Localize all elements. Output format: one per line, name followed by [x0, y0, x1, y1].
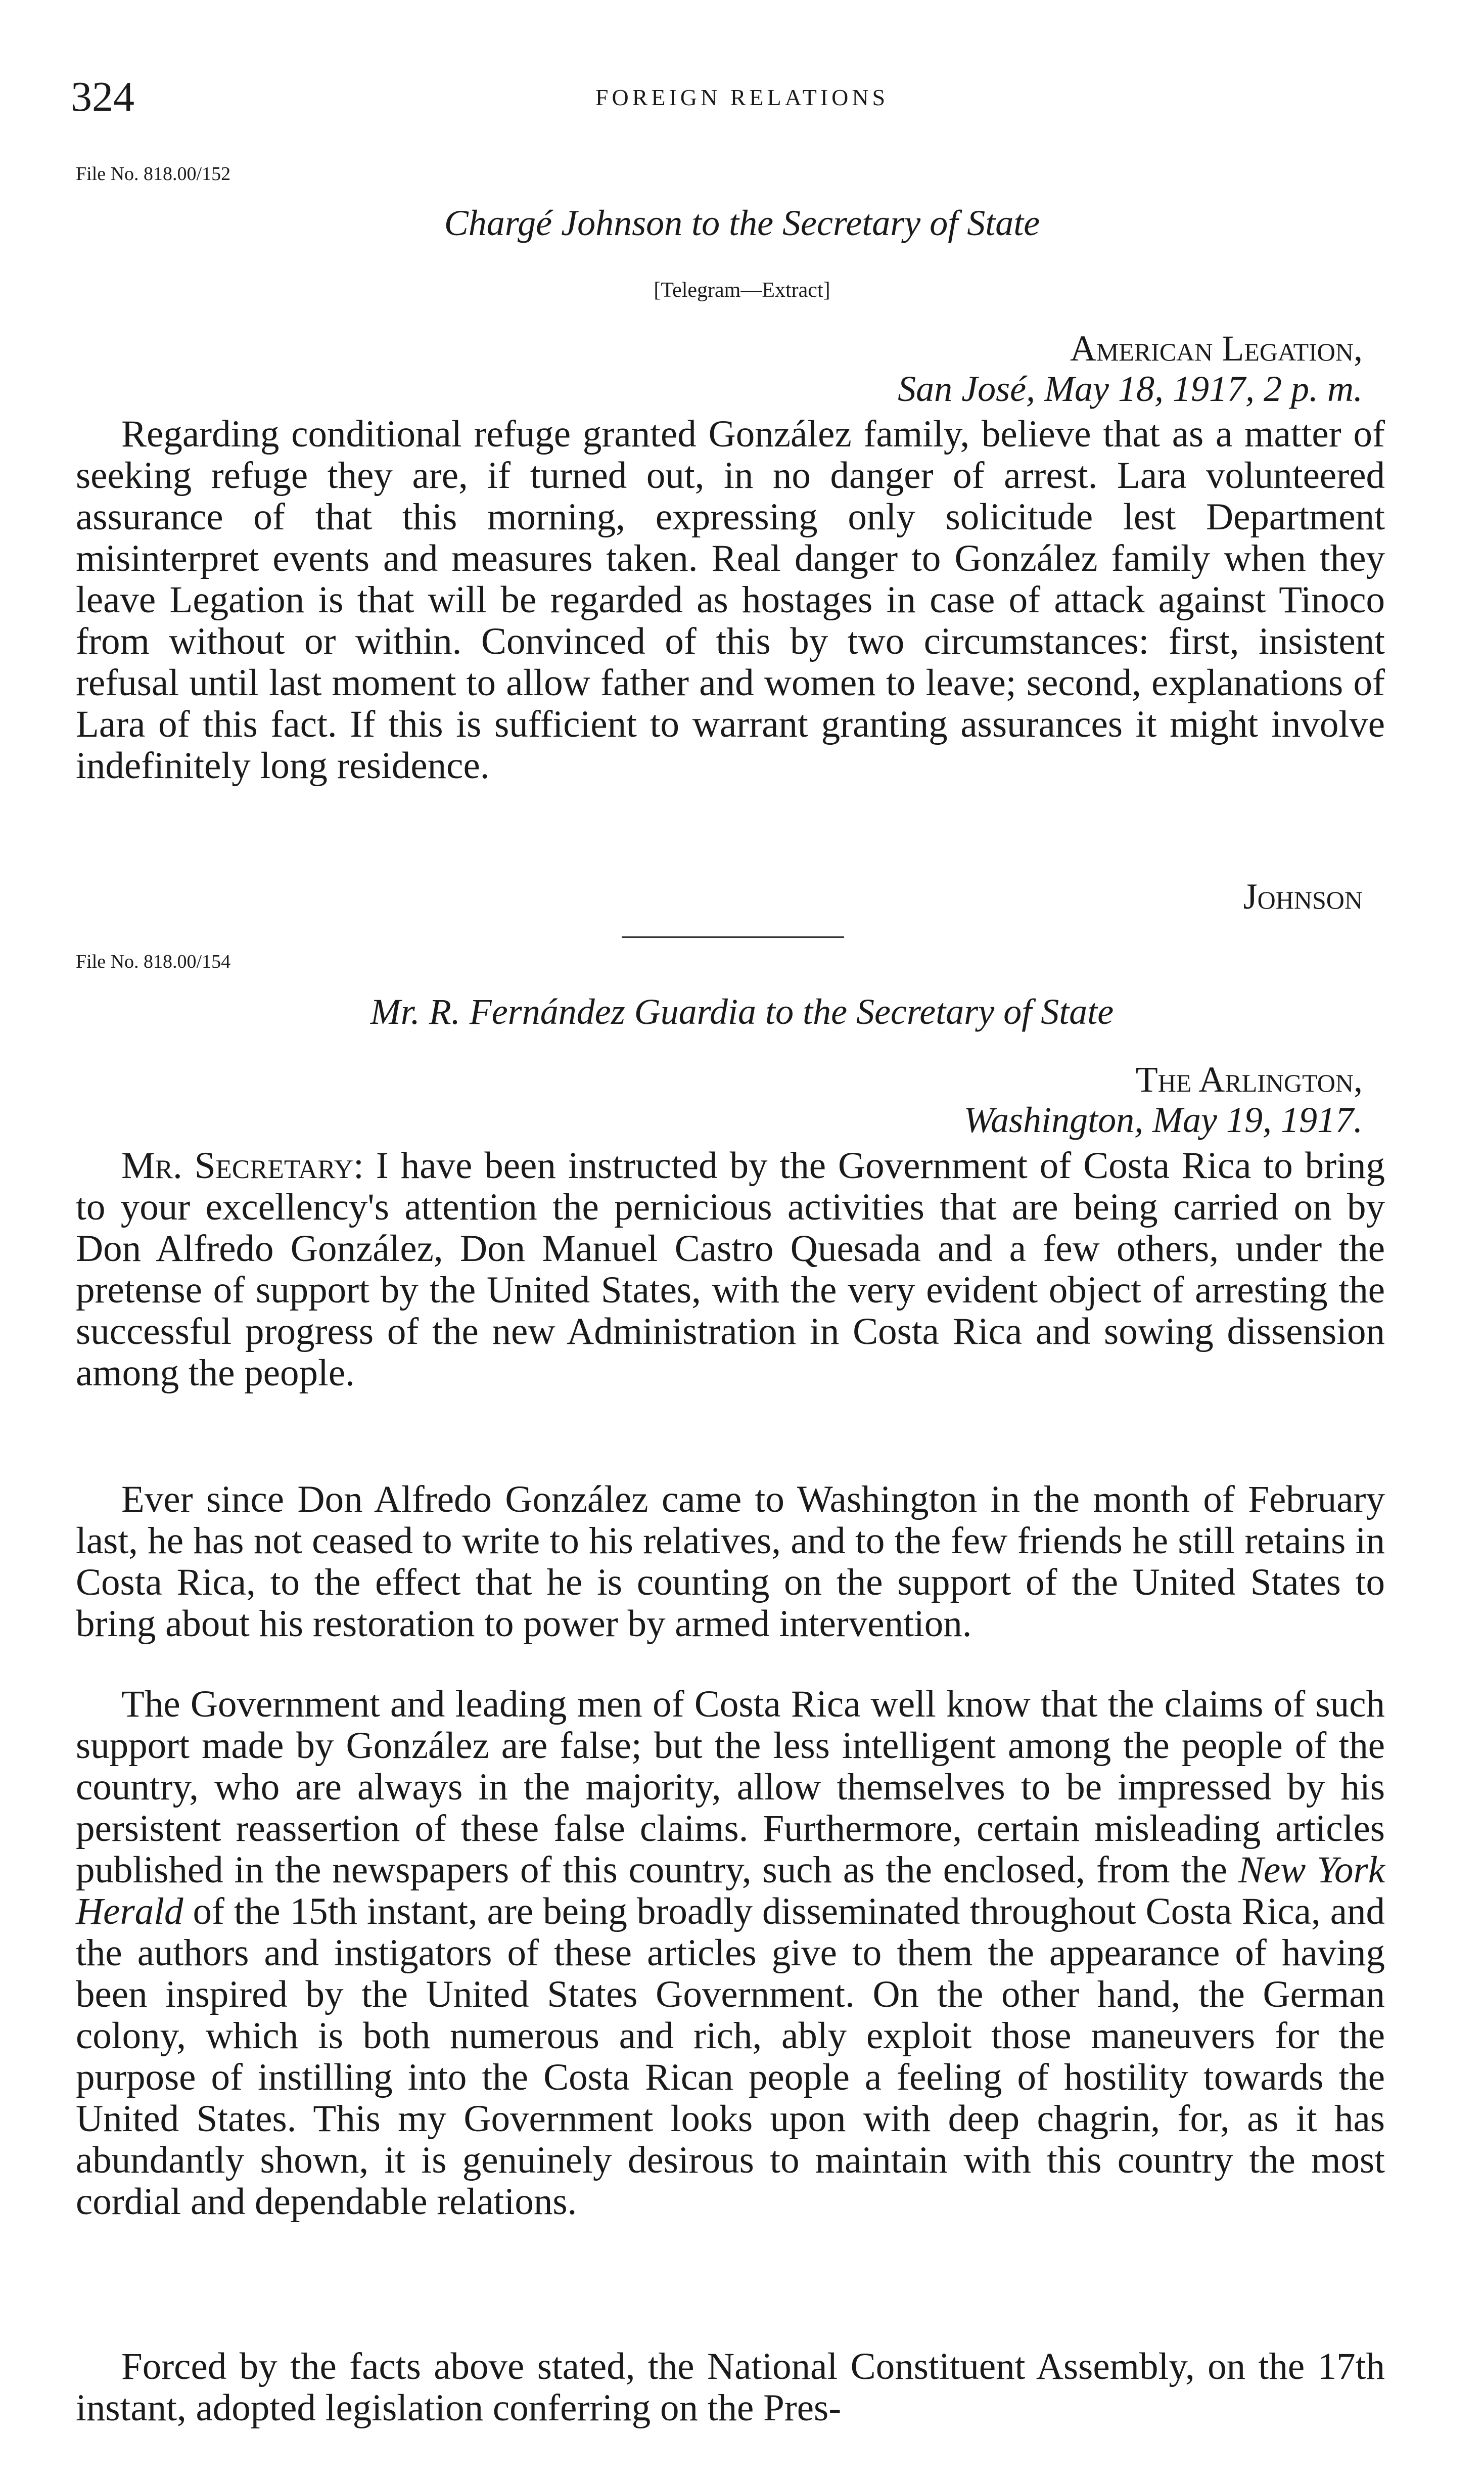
place-2: The Arlington,	[1135, 1059, 1363, 1100]
document-subtitle-1: [Telegram—Extract]	[654, 279, 830, 302]
newspaper-name: New York Herald	[76, 1849, 1385, 1932]
letter-paragraph-3-text-a: The Government and leading men of Costa Rica well know that the claims of such support made by González are false; but the less intelligent among the people of the country, who are always in the majority, allow themselves to be impressed by his persistent reassertion of these false claims. Furthermore, certain misleading articles published in the newspapers of this country, such as the enclosed, from the	[76, 1683, 1385, 1891]
letter-paragraph-4: Forced by the facts above stated, the National Constituent Assembly, on the 17th instant, adopted legislation conferring on the Pres-	[76, 2346, 1385, 2429]
dateline-1: San José, May 18, 1917, 2 p. m.	[898, 369, 1363, 409]
page-number: 324	[71, 73, 134, 120]
salutation: Mr. Secretary:	[121, 1145, 364, 1187]
document-title-1: Chargé Johnson to the Secretary of State	[444, 203, 1040, 243]
dateline-2: Washington, May 19, 1917.	[963, 1100, 1363, 1140]
running-title: FOREIGN RELATIONS	[595, 84, 889, 110]
place-1: American Legation,	[1070, 328, 1363, 369]
file-number-1: File No. 818.00/152	[76, 163, 231, 185]
signature: Johnson	[1243, 876, 1363, 917]
letter-paragraph-2: Ever since Don Alfredo González came to Washington in the month of February last, he has not ceased to write to his relatives, and to the few friends he still retains in Costa Rica, to the effect that he is counting on the support of the United States to bring about his restoration to power by armed intervention.	[76, 1478, 1385, 1645]
document-title-2: Mr. R. Fernández Guardia to the Secretary of State	[370, 991, 1114, 1032]
letter-paragraph-3	[76, 1684, 1385, 2223]
letter-paragraph-1-text: I have been instructed by the Government of Costa Rica to bring to your excellency's attention the pernicious activities that are being carried on by Don Alfredo González, Don Manuel Castro Quesada and a few others, under the pretense of support by the United States, with the very evident object of arresting the successful progress of the new Administration in Costa Rica and sowing dissension among the people.	[76, 1145, 1385, 1394]
letter-paragraph-3-text-b: of the 15th instant, are being broadly disseminated throughout Costa Rica, and the authors and instigators of these articles give to them the appearance of having been inspired by the United States Government. On the other hand, the German colony, which is both numerous and rich, ably exploit those maneuvers for the purpose of instilling into the Costa Rican people a feeling of hostility towards the United States. This my Government looks upon with deep chagrin, for, as it has abundantly shown, it is genuinely desirous to maintain with this country the most cordial and dependable relations.	[76, 1890, 1385, 2223]
body-paragraph-1: Regarding conditional refuge granted González family, believe that as a matter of seeking refuge they are, if turned out, in no danger of arrest. Lara volunteered assurance of that this morning, expressing only solicitude lest Department misinterpret events and measures taken. Real danger to González family when they leave Legation is that will be regarded as hostages in case of attack against Tinoco from without or within. Convinced of this by two circumstances: first, insistent refusal until last moment to allow father and women to leave; second, explanations of Lara of this fact. If this is sufficient to warrant granting assurances it might involve indefinitely long residence.	[76, 413, 1385, 787]
section-divider	[622, 936, 844, 938]
letter-paragraph-1	[76, 1145, 1385, 1394]
file-number-2: File No. 818.00/154	[76, 951, 231, 972]
